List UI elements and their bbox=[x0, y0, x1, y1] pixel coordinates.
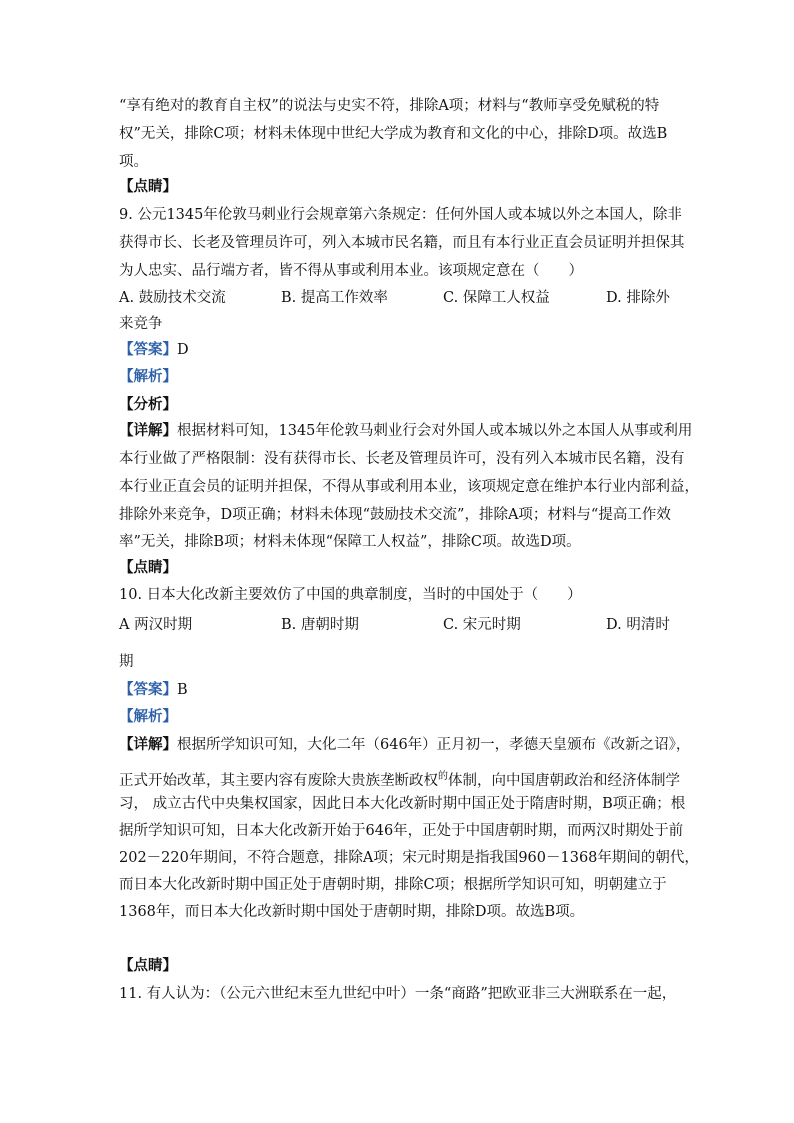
q10-detail-text-1: 根据所学知识可知，大化二年（646年）正月初一，孝德天皇颁布《改新之诏》， bbox=[177, 737, 691, 753]
intro-line-1: “享有绝对的教育自主权”的说法与史实不符，排除A项；材料与“教师享受免赋税的特 bbox=[119, 98, 660, 114]
q10-option-d: D. 明清时 bbox=[606, 617, 670, 633]
q9-dianjing-label: 【点睛】 bbox=[119, 559, 177, 576]
q10-stem-line-1: 10. 日本大化改新主要效仿了中国的典章制度，当时的中国处于（ ） bbox=[119, 587, 582, 603]
q10-jiexi-label: 【解析】 bbox=[119, 708, 177, 725]
q9-stem-line-1: 9. 公元1345年伦敦马刺业行会规章第六条规定：任何外国人或本城以外之本国人，除非 bbox=[119, 207, 682, 223]
q9-detail-text-1: 根据材料可知，1345年伦敦马刺业行会对外国人或本城以外之本国人从事或利用 bbox=[177, 423, 693, 439]
q9-stem-line-3: 为人忠实、品行端方者，皆不得从事或利用本业。该项规定意在（ ） bbox=[119, 263, 583, 279]
q10-option-b: B. 唐朝时期 bbox=[281, 617, 359, 633]
q9-jiexi-label: 【解析】 bbox=[119, 368, 177, 385]
answer-label: 【答案】 bbox=[119, 681, 177, 698]
q10-xiangjie-label: 【详解】 bbox=[119, 736, 177, 753]
q10-detail-line-6: 而日本大化改新时期中国正处于唐朝时期，排除C项；根据所学知识可知，明朝建立于 bbox=[119, 877, 667, 893]
q10-detail-line-3: 习， 成立古代中央集权国家，因此日本大化改新时期中国正处于隋唐时期，B项正确；根 bbox=[119, 796, 686, 812]
q10-option-a: A 两汉时期 bbox=[119, 617, 193, 633]
q9-detail-line-4: 排除外来竞争，D项正确；材料未体现“鼓励技术交流”，排除A项；材料与“提高工作效 bbox=[119, 507, 671, 523]
q9-answer-value: D bbox=[177, 342, 189, 358]
q10-dianjing-label: 【点睛】 bbox=[119, 957, 177, 974]
q11-stem-line-1: 11. 有人认为：（公元六世纪末至九世纪中叶）一条“商路”把欧亚非三大洲联系在一起， bbox=[119, 986, 677, 1002]
q10-answer-row bbox=[119, 680, 188, 700]
q9-option-c: C. 保障工人权益 bbox=[443, 290, 550, 306]
q10-detail-text-2a: 正式开始改革，其主要内容有废除大贵族垄断政权 bbox=[119, 773, 438, 789]
q9-xiangjie-label: 【详解】 bbox=[119, 422, 177, 439]
q9-option-a: A. 鼓励技术交流 bbox=[119, 290, 226, 306]
q9-stem-line-2: 获得市长、长老及管理员许可，列入本城市民名籍，而且有本行业正直会员证明并担保其 bbox=[119, 235, 685, 251]
q9-option-d-continued: 来竞争 bbox=[119, 316, 163, 332]
q10-option-c: C. 宋元时期 bbox=[443, 617, 521, 633]
q10-detail-line-1 bbox=[119, 735, 690, 755]
q9-detail-line-2: 本行业做了严格限制：没有获得市长、长老及管理员许可，没有列入本城市民名籍，没有 bbox=[119, 451, 685, 467]
intro-line-3: 项。 bbox=[119, 154, 148, 170]
q10-detail-line-7: 1368年，而日本大化改新时期中国处于唐朝时期，排除D项。故选B项。 bbox=[119, 904, 585, 920]
q10-detail-text-2b: 体制，向中国唐朝政治和经济体制学 bbox=[448, 773, 680, 789]
answer-label: 【答案】 bbox=[119, 341, 177, 358]
q10-detail-line-5: 202－220年期间，不符合题意，排除A项；宋元时期是指我国960－1368年期间的朝代， bbox=[119, 850, 699, 866]
q9-answer-row bbox=[119, 340, 189, 360]
q10-answer-value: B bbox=[177, 682, 188, 698]
q9-option-b: B. 提高工作效率 bbox=[281, 290, 388, 306]
intro-line-2: 权”无关，排除C项；材料未体现中世纪大学成为教育和文化的中心，排除D项。故选B bbox=[119, 126, 668, 142]
q10-option-d-continued: 期 bbox=[119, 654, 134, 670]
q10-detail-superscript: 的 bbox=[438, 771, 448, 782]
q10-detail-line-2 bbox=[119, 767, 680, 791]
q9-detail-line-1 bbox=[119, 421, 692, 441]
q9-detail-line-5: 率”无关，排除B项；材料未体现“保障工人权益”，排除C项。故选D项。 bbox=[119, 534, 581, 550]
q9-option-d: D. 排除外 bbox=[606, 290, 670, 306]
q9-fenxi-label: 【分析】 bbox=[119, 396, 177, 413]
q9-detail-line-3: 本行业正直会员的证明并担保，不得从事或利用本业，该项规定意在维护本行业内部利益， bbox=[119, 479, 699, 495]
q10-detail-line-4: 据所学知识可知，日本大化改新开始于646年，正处于中国唐朝时期，而两汉时期处于前 bbox=[119, 823, 684, 839]
dianjing-label: 【点睛】 bbox=[119, 178, 177, 195]
